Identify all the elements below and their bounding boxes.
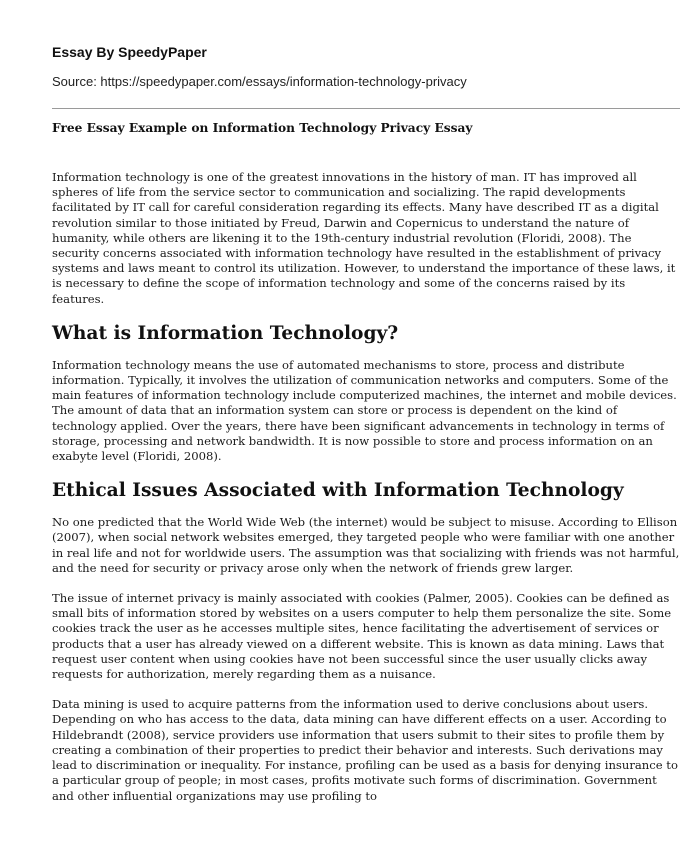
essay-body (52, 170, 680, 819)
source-line: Source: https://speedypaper.com/essays/information-technology-privacy (52, 74, 467, 89)
section2-paragraph-2: The issue of internet privacy is mainly associated with cookies (Palmer, 2005). Cookies can be defined as small bits of information stored by websites on a users computer to help them personalize the site. Some cookies track the user as he accesses multiple sites, hence facilitating the advertisement of services or products that a user has already viewed on a different website. This is known as data mining. Laws that request user content when using cookies have not been successful since the user usually clicks away requests for authorization, merely regarding them as a nuisance. (52, 591, 672, 682)
intro-paragraph: Information technology is one of the greatest innovations in the history of man. IT has improved all spheres of life from the service sector to communication and socializing. The rapid developments facilitated by IT call for careful consideration regarding its effects. Many have described IT as a digital revolution similar to those initiated by Freud, Darwin and Copernicus to understand the nature of humanity, while others are likening it to the 19th-century industrial revolution (Floridi, 2008). The security concerns associated with information technology have resulted in the establishment of privacy systems and laws meant to control its utilization. However, to understand the importance of these laws, it is necessary to define the scope of information technology and some of the concerns raised by its features. (52, 170, 676, 306)
section1-paragraph: Information technology means the use of automated mechanisms to store, process and distribute information. Typically, it involves the utilization of communication networks and computers. Some of the main features of information technology include computerized machines, the internet and mobile devices. The amount of data that an information system can store or process is dependent on the kind of technology applied. Over the years, there have been significant advancements in technology in terms of storage, processing and network bandwidth. It is now possible to store and process information on an exabyte level (Floridi, 2008). (52, 357, 677, 464)
section2-paragraph-3: Data mining is used to acquire patterns from the information used to derive conclusions about users. Depending on who has access to the data, data mining can have different effects on a user. According to Hildebrandt (2008), service providers use information that users submit to their sites to profile them by creating a combination of their properties to predict their behavior and interests. Such derivations may lead to discrimination or inequality. For instance, profiling can be used as a basis for denying insurance to a particular group of people; in most cases, profits motivate such forms of discrimination. Government and other influential organizations may use profiling to (52, 697, 678, 803)
section-heading-what-is-it: What is Information Technology? (52, 322, 399, 344)
section2-paragraph-1: No one predicted that the World Wide Web (the internet) would be subject to misuse. According to Ellison (2007), when social network websites emerged, they targeted people who were familiar with one another in real life and not for worldwide users. The assumption was that socializing with friends was not harmful, and the need for security or privacy arose only when the network of friends grew larger. (52, 515, 680, 575)
brand-title: Essay By SpeedyPaper (52, 44, 207, 60)
essay-title: Free Essay Example on Information Technology Privacy Essay (52, 121, 473, 135)
section-heading-ethical-issues: Ethical Issues Associated with Information Technology (52, 480, 624, 502)
header-divider (52, 108, 680, 109)
